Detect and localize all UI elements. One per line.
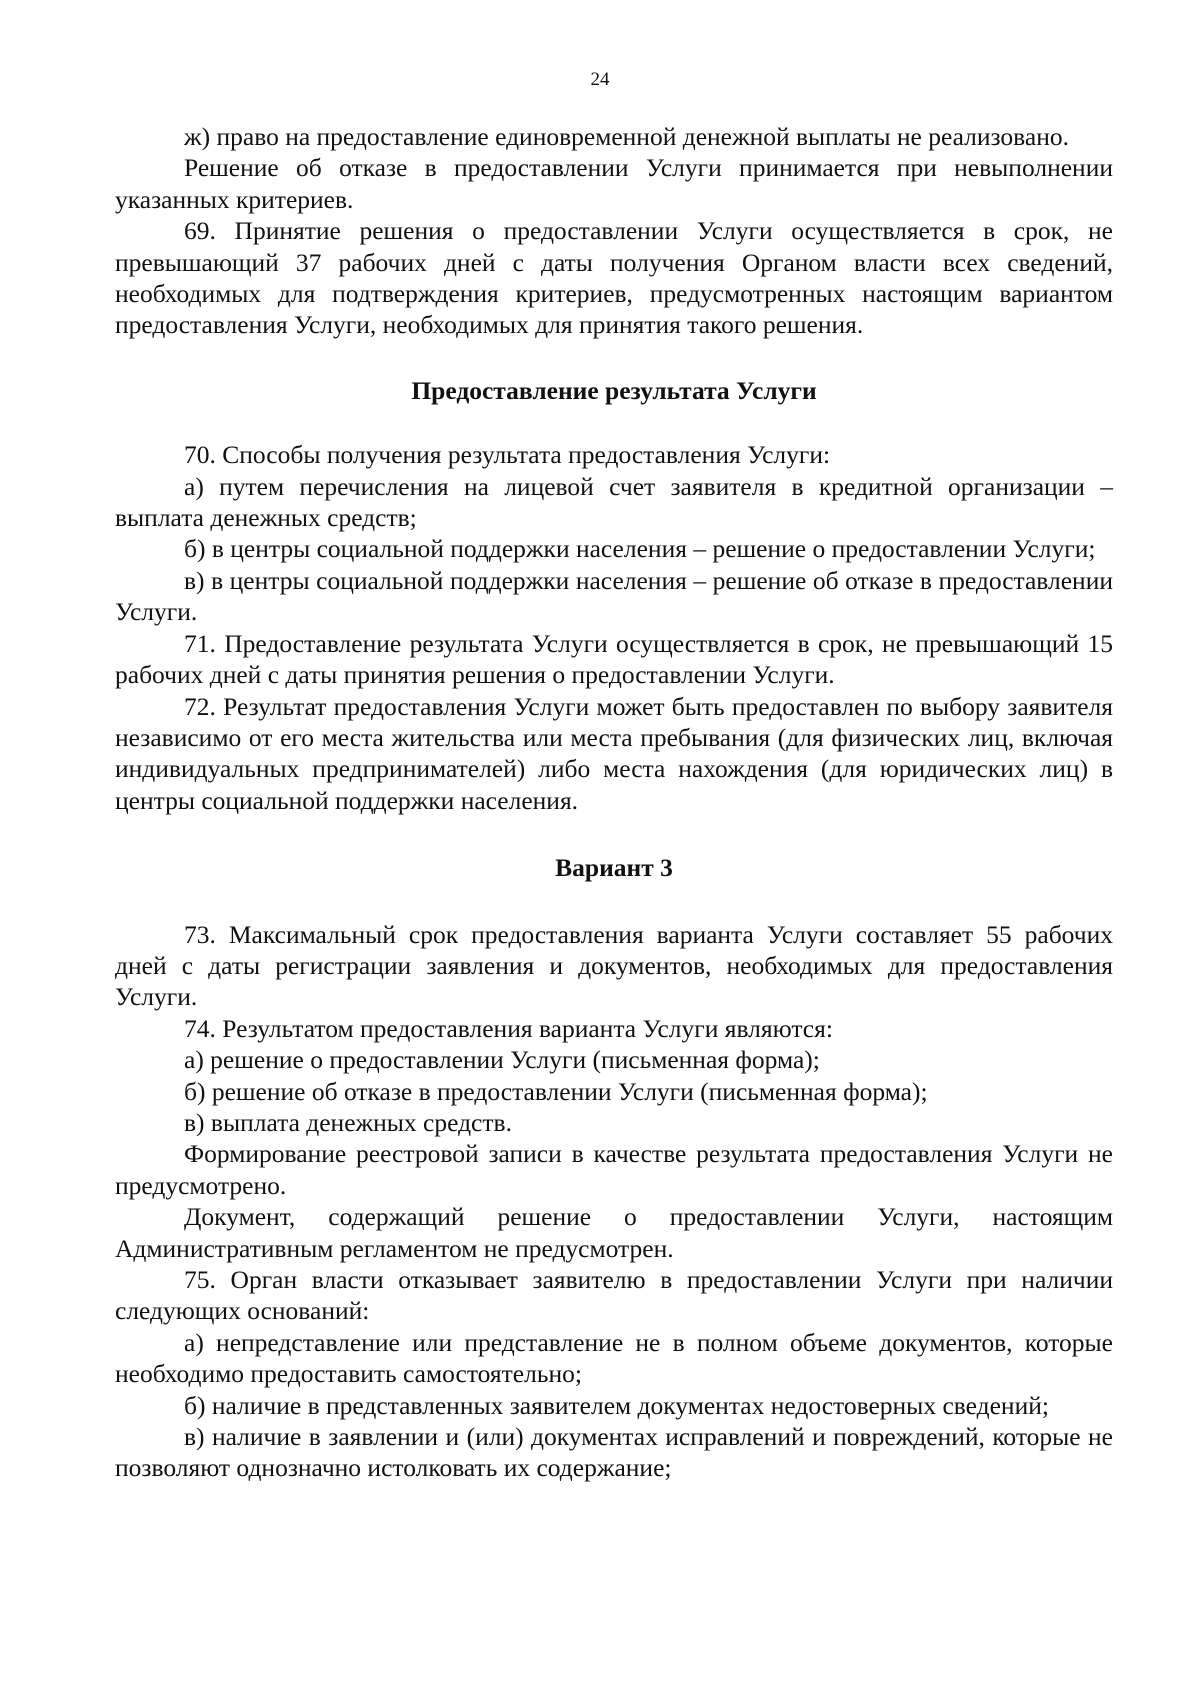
paragraph-73: 73. Максимальный срок предоставления варианта Услуги составляет 55 рабочих дней с даты регистрации заявления и документов, необходимых для предоставления Услуги. [115, 919, 1113, 1012]
paragraph-decision-document: Документ, содержащий решение о предоставлении Услуги, настоящим Административным регламентом не предусмотрен. [115, 1202, 1113, 1263]
paragraph-registry-record: Формирование реестровой записи в качестве результата предоставления Услуги не предусмотрено. [115, 1139, 1113, 1200]
paragraph-refusal-decision: Решение об отказе в предоставлении Услуги принимается при невыполнении указанных критериев. [115, 153, 1113, 214]
paragraph-74-v: в) выплата денежных средств. [184, 1107, 512, 1137]
paragraph-72: 72. Результат предоставления Услуги может быть предоставлен по выбору заявителя независимо от его места жительства или места пребывания (для физических лиц, включая индивидуальных предпринимателей) либо места нахождения (для юридических лиц) в центры социальной поддержки населения. [115, 691, 1113, 815]
paragraph-75-a: а) непредставление или представление не в полном объеме документов, которые необходимо предоставить самостоятельно; [115, 1327, 1113, 1389]
paragraph-71: 71. Предоставление результата Услуги осуществляется в срок, не превышающий 15 рабочих дней с даты принятия решения о предоставлении Услуги. [115, 628, 1113, 690]
paragraph-69: 69. Принятие решения о предоставлении Услуги осуществляется в срок, не превышающий 37 рабочих дней с даты получения Органом власти всех сведений, необходимых для подтверждения критериев, предусмотренных настоящим вариантом предоставления Услуги, необходимых для принятия такого решения. [115, 216, 1113, 340]
paragraph-74-a: а) решение о предоставлении Услуги (письменная форма); [184, 1045, 820, 1075]
page-body [115, 121, 1113, 1484]
paragraph-75: 75. Орган власти отказывает заявителю в предоставлении Услуги при наличии следующих оснований: [115, 1265, 1113, 1326]
paragraph-74-b: б) решение об отказе в предоставлении Услуги (письменная форма); [184, 1076, 928, 1106]
section-heading-variant-3: Вариант 3 [555, 853, 673, 883]
paragraph-70-v: в) в центры социальной поддержки населения – решение об отказе в предоставлении Услуги. [115, 565, 1113, 627]
section-heading-result: Предоставление результата Услуги [411, 375, 817, 405]
paragraph-70-b: б) в центры социальной поддержки населения – решение о предоставлении Услуги; [184, 534, 1096, 564]
paragraph-70: 70. Способы получения результата предоставления Услуги: [184, 440, 831, 470]
paragraph-75-v: в) наличие в заявлении и (или) документах исправлений и повреждений, которые не позволяют однозначно истолковать их содержание; [115, 1422, 1113, 1483]
page-number: 24 [590, 69, 610, 90]
paragraph-zh: ж) право на предоставление единовременной денежной выплаты не реализовано. [184, 122, 1069, 151]
paragraph-70-a: а) путем перечисления на лицевой счет заявителя в кредитной организации – выплата денежных средств; [115, 471, 1113, 533]
paragraph-75-b: б) наличие в представленных заявителем документах недостоверных сведений; [184, 1390, 1049, 1420]
paragraph-74: 74. Результатом предоставления варианта Услуги являются: [184, 1013, 833, 1043]
